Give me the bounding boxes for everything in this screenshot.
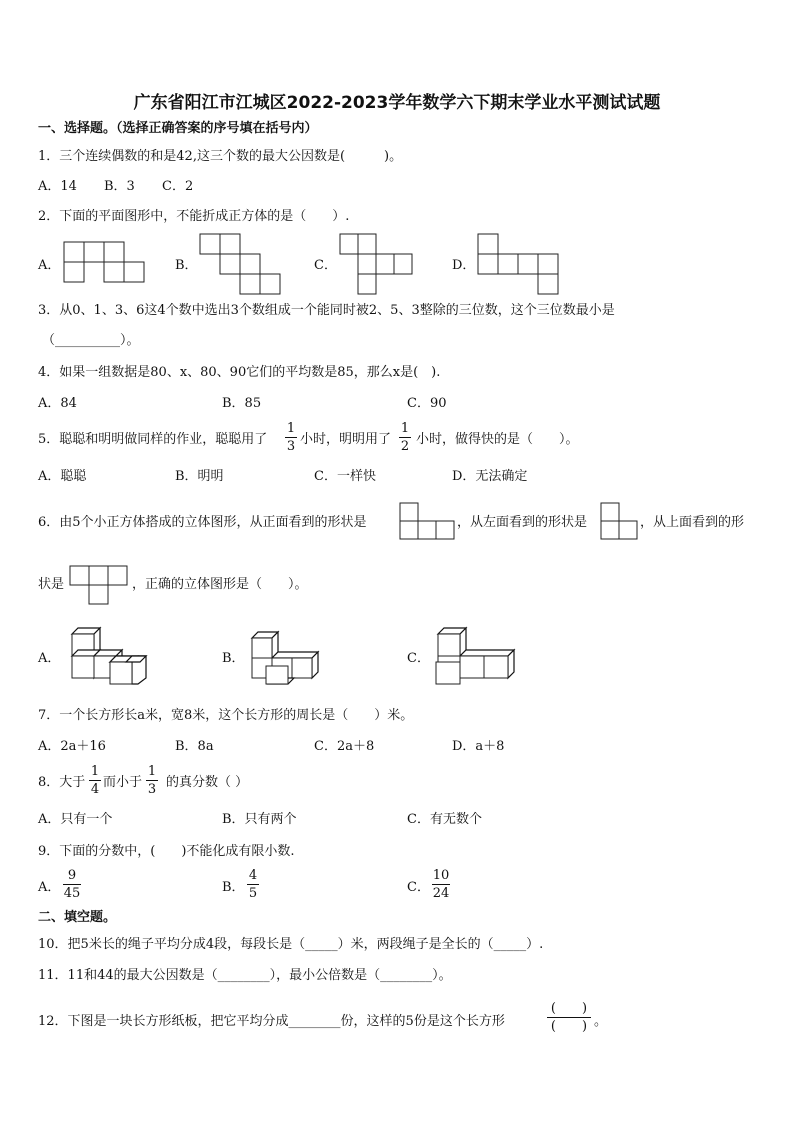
q6-option-c[interactable]: C．: [407, 651, 430, 666]
q9-b-numerator: 4: [248, 868, 258, 883]
q8-option-c[interactable]: C．有无数个: [407, 812, 482, 827]
q12-stem: 12．下图是一块长方形纸板，把它平均分成________份，这样的5份是这个长方形: [38, 1014, 505, 1029]
q9-stem: 9．下面的分数中，( )不能化成有限小数.: [38, 844, 295, 859]
q12-answer-fraction[interactable]: [547, 1001, 591, 1034]
q9-option-c[interactable]: C．: [407, 880, 430, 895]
q8-fraction-2-denominator: 3: [147, 782, 157, 797]
q2-option-d[interactable]: D．: [452, 258, 476, 273]
q7-option-b[interactable]: B．8a: [175, 739, 214, 754]
q4-stem: 4．如果一组数据是80、x、80、90它们的平均数是85，那么x是( ).: [38, 365, 441, 380]
q2-net-c: [340, 234, 416, 296]
section-1-heading: 一、选择题。（选择正确答案的序号填在括号内）: [38, 121, 318, 136]
q1-option-c[interactable]: C．2: [162, 179, 194, 194]
q5-option-d[interactable]: D．无法确定: [452, 469, 528, 484]
q9-option-c-fraction: [432, 868, 450, 901]
q7-stem: 7．一个长方形长a米，宽8米，这个长方形的周长是（ ）米。: [38, 708, 414, 723]
q5-stem-part1: 5．聪聪和明明做同样的作业，聪聪用了: [38, 432, 268, 447]
q5-stem-part2: 小时，明明用了: [300, 432, 392, 447]
q6-stem-part1: 6．由5个小正方体搭成的立体图形，从正面看到的形状是: [38, 515, 367, 530]
q2-option-c[interactable]: C．: [314, 258, 337, 273]
q12-end: 。: [594, 1014, 608, 1029]
q8-stem-part2: 而小于: [103, 775, 143, 790]
q6-solid-b: [248, 630, 322, 688]
q5-option-a[interactable]: A．聪聪: [38, 469, 87, 484]
q8-stem-part3: 的真分数（ ）: [166, 775, 249, 790]
q7-option-a[interactable]: A．2a＋16: [38, 739, 106, 754]
q6-top-view: [70, 566, 128, 606]
q6-stem-part2: ，从左面看到的形状是: [457, 515, 588, 530]
q11-stem: 11．11和44的最大公因数是（________），最小公倍数是（________）。: [38, 968, 452, 983]
q6-stem-part3: ，从上面看到的形: [640, 515, 745, 530]
q6-option-b[interactable]: B．: [222, 651, 245, 666]
q10-stem: 10．把5米长的绳子平均分成4段，每段长是（_____）米，两段绳子是全长的（_____）.: [38, 937, 544, 952]
q5-fraction-2-numerator: 1: [400, 421, 410, 436]
q8-stem-part1: 8．大于: [38, 775, 86, 790]
q8-option-a[interactable]: A．只有一个: [38, 812, 113, 827]
q1-stem: 1．三个连续偶数的和是42,这三个数的最大公因数是( )。: [38, 149, 403, 164]
q8-fraction-1-denominator: 4: [90, 782, 100, 797]
q9-b-denominator: 5: [248, 886, 258, 901]
q5-fraction-1: [285, 421, 297, 454]
q9-option-a[interactable]: A．: [38, 880, 61, 895]
q7-option-d[interactable]: D．a＋8: [452, 739, 505, 754]
q3-answer-blank[interactable]: （__________）。: [42, 333, 140, 348]
q9-c-denominator: 24: [432, 886, 450, 901]
q7-option-c[interactable]: C．2a＋8: [314, 739, 375, 754]
q12-denominator-blank[interactable]: ( ): [550, 1019, 588, 1034]
q6-option-a[interactable]: A．: [38, 651, 61, 666]
q6-solid-a: [68, 626, 148, 688]
q9-a-numerator: 9: [67, 868, 77, 883]
q6-solid-c: [434, 626, 516, 688]
q5-fraction-2: [399, 421, 411, 454]
q5-fraction-1-numerator: 1: [286, 421, 296, 436]
q6-front-view: [400, 503, 454, 541]
q2-option-a[interactable]: A．: [38, 258, 61, 273]
q4-option-c[interactable]: C．90: [407, 396, 447, 411]
q12-numerator-blank[interactable]: ( ): [550, 1001, 588, 1016]
q8-option-b[interactable]: B．只有两个: [222, 812, 297, 827]
q5-stem-part3: 小时，做得快的是（ ）。: [416, 432, 579, 447]
q8-fraction-2-numerator: 1: [147, 764, 157, 779]
q5-fraction-1-denominator: 3: [286, 439, 296, 454]
q2-option-b[interactable]: B．: [175, 258, 198, 273]
q4-option-b[interactable]: B．85: [222, 396, 262, 411]
q6-left-view: [601, 503, 637, 541]
q6-stem-line2a: 状是: [38, 577, 65, 592]
q9-option-b-fraction: [247, 868, 259, 901]
q2-net-b: [200, 234, 280, 296]
q1-option-a[interactable]: A．14: [38, 179, 77, 194]
q4-option-a[interactable]: A．84: [38, 396, 77, 411]
q6-stem-line2b: ，正确的立体图形是（ ）。: [132, 577, 308, 592]
q2-net-a: [64, 242, 144, 284]
q9-a-denominator: 45: [63, 886, 81, 901]
page-title: 广东省阳江市江城区2022-2023学年数学六下期末学业水平测试试题: [133, 93, 661, 113]
q1-option-b[interactable]: B．3: [104, 179, 135, 194]
q9-option-b[interactable]: B．: [222, 880, 245, 895]
q5-fraction-2-denominator: 2: [400, 439, 410, 454]
q8-fraction-1-numerator: 1: [90, 764, 100, 779]
q2-net-d: [478, 234, 558, 296]
q9-c-numerator: 10: [432, 868, 450, 883]
q9-option-a-fraction: [63, 868, 81, 901]
section-2-heading: 二、填空题。: [38, 910, 117, 925]
q3-stem-line1: 3．从0、1、3、6这4个数中选出3个数组成一个能同时被2、5、3整除的三位数，这个三位数最小是: [38, 303, 615, 318]
q8-fraction-1: [89, 764, 101, 797]
q5-option-c[interactable]: C．一样快: [314, 469, 376, 484]
q5-option-b[interactable]: B．明明: [175, 469, 224, 484]
q8-fraction-2: [146, 764, 158, 797]
q2-stem: 2．下面的平面图形中，不能折成正方体的是（ ）.: [38, 209, 350, 224]
